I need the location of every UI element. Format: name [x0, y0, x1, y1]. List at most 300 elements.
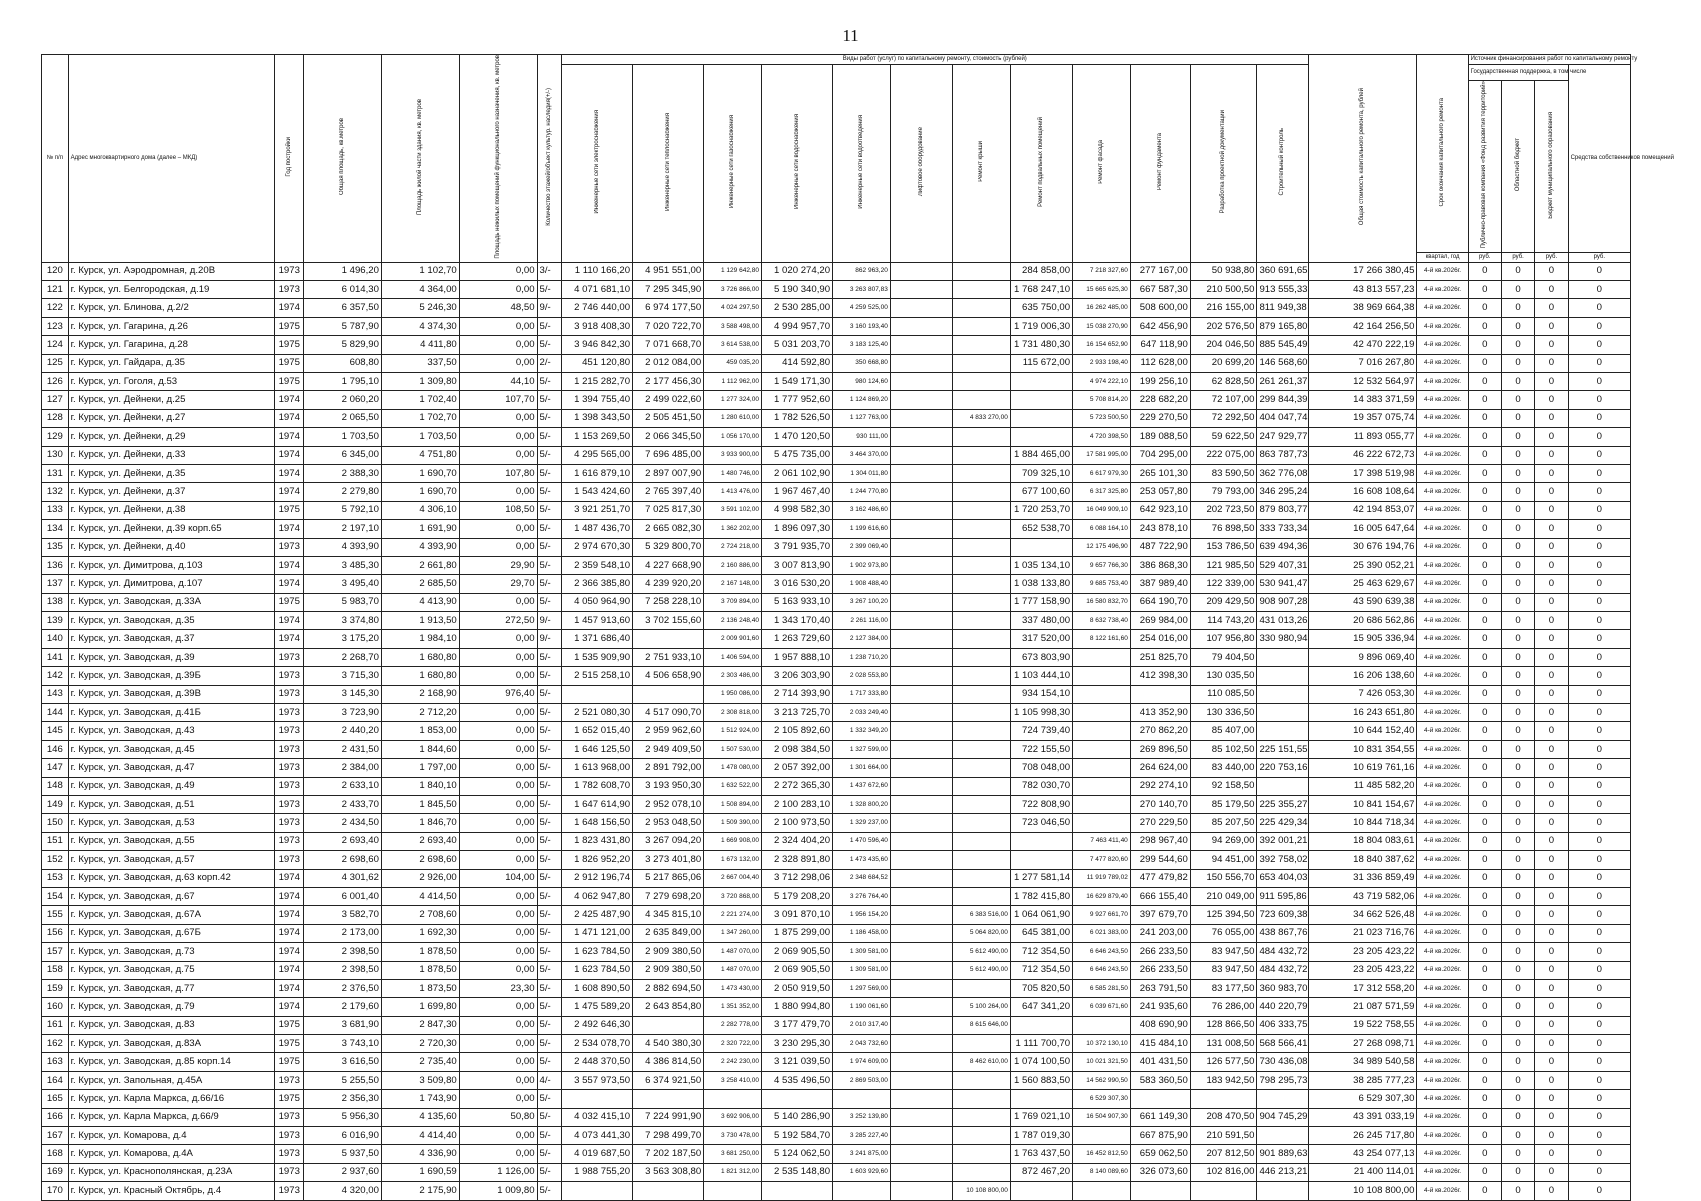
row-work-cost: 4 345 815,10 [633, 906, 704, 924]
row-total-cost: 16 243 651,80 [1308, 704, 1417, 722]
row-funding: 0 [1468, 851, 1501, 869]
row-work-cost [953, 1090, 1011, 1108]
header-work-roof: Ремонт крыши [977, 141, 984, 183]
row-work-cost [890, 575, 952, 593]
header-deadline: Срок окончания капитального ремонта [1439, 97, 1446, 207]
row-number: 134 [42, 520, 69, 538]
row-work-cost: 102 816,00 [1190, 1163, 1257, 1181]
row-work-cost: 114 743,20 [1190, 612, 1257, 630]
row-work-cost: 712 354,50 [1010, 961, 1072, 979]
row-work-cost: 1 329 237,00 [833, 814, 891, 832]
row-address: г. Курск, ул. Заводская, д.45 [68, 740, 275, 758]
row-floors: 5/- [537, 667, 561, 685]
row-number: 168 [42, 1145, 69, 1163]
row-funding: 0 [1535, 667, 1568, 685]
row-funding: 0 [1535, 685, 1568, 703]
row-work-cost [1010, 428, 1072, 446]
row-work-cost: 85 179,50 [1190, 795, 1257, 813]
row-number: 138 [42, 593, 69, 611]
row-work-cost: 115 672,00 [1010, 354, 1072, 372]
row-work-cost: 2 057 392,00 [761, 759, 832, 777]
row-year: 1973 [275, 795, 304, 813]
row-work-cost: 2 897 007,90 [633, 464, 704, 482]
row-work-cost: 1 327 599,00 [833, 740, 891, 758]
row-total-area: 2 440,20 [304, 722, 382, 740]
row-funding: 0 [1535, 575, 1568, 593]
row-work-cost [890, 483, 952, 501]
row-year: 1973 [275, 648, 304, 666]
row-work-cost: 9 685 753,40 [1073, 575, 1131, 593]
row-total-cost: 12 532 564,97 [1308, 373, 1417, 391]
row-work-cost [953, 391, 1011, 409]
row-nonresidential-area: 0,00 [459, 317, 537, 335]
row-floors: 5/- [537, 501, 561, 519]
row-work-cost: 299 544,60 [1130, 851, 1190, 869]
row-total-cost: 43 719 582,06 [1308, 887, 1417, 905]
row-living-area: 2 720,30 [381, 1035, 459, 1053]
row-work-cost: 412 398,30 [1130, 667, 1190, 685]
row-work-cost: 639 494,36 [1257, 538, 1308, 556]
row-work-cost: 3 726 866,00 [704, 281, 762, 299]
table-row [42, 299, 1631, 317]
row-address: г. Курск, ул. Заводская, д.39В [68, 685, 275, 703]
row-year: 1974 [275, 520, 304, 538]
row-work-cost: 667 587,30 [1130, 281, 1190, 299]
row-work-cost: 1 719 006,30 [1010, 317, 1072, 335]
row-deadline: 4-й кв.2026г. [1417, 483, 1468, 501]
row-work-cost: 673 803,90 [1010, 648, 1072, 666]
row-funding: 0 [1468, 740, 1501, 758]
row-deadline: 4-й кв.2026г. [1417, 1071, 1468, 1089]
row-nonresidential-area: 0,00 [459, 428, 537, 446]
row-work-cost: 6 088 164,10 [1073, 520, 1131, 538]
row-work-cost: 2 010 317,40 [833, 1016, 891, 1034]
row-work-cost: 3 258 410,00 [704, 1071, 762, 1089]
row-work-cost: 1 480 746,00 [704, 464, 762, 482]
row-work-cost: 798 295,73 [1257, 1071, 1308, 1089]
row-address: г. Курск, ул. Заводская, д.79 [68, 998, 275, 1016]
row-total-area: 2 398,50 [304, 943, 382, 961]
row-funding: 0 [1568, 722, 1630, 740]
row-number: 164 [42, 1071, 69, 1089]
row-work-cost [953, 1071, 1011, 1089]
row-work-cost [1190, 1090, 1257, 1108]
row-total-cost: 23 205 423,22 [1308, 961, 1417, 979]
row-total-area: 6 001,40 [304, 887, 382, 905]
row-funding: 0 [1535, 501, 1568, 519]
row-nonresidential-area: 0,00 [459, 1145, 537, 1163]
row-work-cost [1257, 722, 1308, 740]
row-work-cost: 3 183 125,40 [833, 336, 891, 354]
row-work-cost: 3 213 725,70 [761, 704, 832, 722]
row-work-cost: 83 590,50 [1190, 464, 1257, 482]
row-work-cost: 360 691,65 [1257, 262, 1308, 280]
row-work-cost: 408 690,90 [1130, 1016, 1190, 1034]
row-deadline: 4-й кв.2026г. [1417, 1182, 1468, 1200]
row-year: 1974 [275, 556, 304, 574]
row-funding: 0 [1501, 740, 1534, 758]
row-floors: 5/- [537, 336, 561, 354]
row-funding: 0 [1535, 1108, 1568, 1126]
unit-rub: руб. [1501, 252, 1534, 262]
row-funding: 0 [1501, 906, 1534, 924]
row-work-cost: 2 635 849,00 [633, 924, 704, 942]
row-work-cost: 1 277 581,14 [1010, 869, 1072, 887]
table-row [42, 685, 1631, 703]
row-work-cost: 440 220,79 [1257, 998, 1308, 1016]
row-floors: 5/- [537, 1053, 561, 1071]
row-work-cost: 6 374 921,50 [633, 1071, 704, 1089]
row-total-cost: 26 245 717,80 [1308, 1127, 1417, 1145]
row-work-cost [890, 354, 952, 372]
row-deadline: 4-й кв.2026г. [1417, 887, 1468, 905]
row-work-cost: 1 880 994,80 [761, 998, 832, 1016]
row-total-cost: 25 463 629,67 [1308, 575, 1417, 593]
row-funding: 0 [1568, 1035, 1630, 1053]
row-funding: 0 [1535, 556, 1568, 574]
row-work-cost: 730 436,08 [1257, 1053, 1308, 1071]
row-deadline: 4-й кв.2026г. [1417, 1145, 1468, 1163]
row-work-cost: 901 889,63 [1257, 1145, 1308, 1163]
row-year: 1974 [275, 869, 304, 887]
row-work-cost: 2 751 933,10 [633, 648, 704, 666]
row-work-cost [1073, 814, 1131, 832]
row-work-cost: 7 025 817,30 [633, 501, 704, 519]
row-living-area: 1 690,59 [381, 1163, 459, 1181]
row-work-cost [890, 281, 952, 299]
row-floors: 5/- [537, 759, 561, 777]
row-work-cost: 652 538,70 [1010, 520, 1072, 538]
row-funding: 0 [1568, 832, 1630, 850]
row-living-area: 1 845,50 [381, 795, 459, 813]
row-year: 1975 [275, 336, 304, 354]
row-total-area: 2 060,20 [304, 391, 382, 409]
row-funding: 0 [1501, 961, 1534, 979]
row-number: 154 [42, 887, 69, 905]
row-living-area: 2 661,80 [381, 556, 459, 574]
row-deadline: 4-й кв.2026г. [1417, 446, 1468, 464]
row-work-cost [1257, 648, 1308, 666]
row-floors: 5/- [537, 924, 561, 942]
table-row [42, 722, 1631, 740]
row-work-cost: 885 545,49 [1257, 336, 1308, 354]
row-work-cost: 642 923,10 [1130, 501, 1190, 519]
row-funding: 0 [1568, 1163, 1630, 1181]
row-work-cost: 2 177 456,30 [633, 373, 704, 391]
row-work-cost [953, 575, 1011, 593]
row-work-cost: 3 162 486,60 [833, 501, 891, 519]
row-address: г. Курск, ул. Гайдара, д.35 [68, 354, 275, 372]
row-deadline: 4-й кв.2026г. [1417, 1035, 1468, 1053]
row-work-cost: 863 787,73 [1257, 446, 1308, 464]
row-work-cost [890, 1053, 952, 1071]
row-work-cost: 1 127 763,00 [833, 409, 891, 427]
row-total-cost: 21 087 571,59 [1308, 998, 1417, 1016]
row-total-cost: 16 005 647,64 [1308, 520, 1417, 538]
row-year: 1974 [275, 630, 304, 648]
row-work-cost: 1 470 120,50 [761, 428, 832, 446]
row-work-cost: 1 603 929,60 [833, 1163, 891, 1181]
row-work-cost: 1 244 770,80 [833, 483, 891, 501]
row-work-cost [890, 704, 952, 722]
row-work-cost: 59 622,50 [1190, 428, 1257, 446]
row-funding: 0 [1501, 336, 1534, 354]
row-floors: 5/- [537, 428, 561, 446]
row-work-cost: 1 487 070,00 [704, 961, 762, 979]
row-funding: 0 [1568, 740, 1630, 758]
row-total-area: 2 179,60 [304, 998, 382, 1016]
row-funding: 0 [1535, 887, 1568, 905]
row-living-area: 4 413,90 [381, 593, 459, 611]
row-work-cost: 131 008,50 [1190, 1035, 1257, 1053]
row-work-cost [890, 648, 952, 666]
row-work-cost: 222 075,00 [1190, 446, 1257, 464]
row-work-cost: 298 967,40 [1130, 832, 1190, 850]
row-funding: 0 [1501, 391, 1534, 409]
row-living-area: 2 708,60 [381, 906, 459, 924]
row-work-cost [953, 464, 1011, 482]
row-work-cost: 1 056 170,00 [704, 428, 762, 446]
row-address: г. Курск, ул. Заводская, д.53 [68, 814, 275, 832]
row-year: 1973 [275, 685, 304, 703]
row-total-cost: 19 357 075,74 [1308, 409, 1417, 427]
row-work-cost: 266 233,50 [1130, 943, 1190, 961]
row-living-area: 1 102,70 [381, 262, 459, 280]
row-work-cost: 3 614 538,00 [704, 336, 762, 354]
row-work-cost: 459 035,20 [704, 354, 762, 372]
row-work-cost [1073, 740, 1131, 758]
row-nonresidential-area: 0,00 [459, 998, 537, 1016]
row-funding: 0 [1468, 593, 1501, 611]
table-row [42, 1071, 1631, 1089]
row-funding: 0 [1568, 906, 1630, 924]
row-work-cost: 2 105 892,60 [761, 722, 832, 740]
row-funding: 0 [1468, 722, 1501, 740]
row-work-cost: 7 295 345,90 [633, 281, 704, 299]
row-work-cost: 2 949 409,50 [633, 740, 704, 758]
row-funding: 0 [1501, 979, 1534, 997]
row-funding: 0 [1568, 281, 1630, 299]
row-work-cost: 723 046,50 [1010, 814, 1072, 832]
row-living-area: 337,50 [381, 354, 459, 372]
row-living-area: 4 751,80 [381, 446, 459, 464]
row-funding: 0 [1535, 979, 1568, 997]
row-funding: 0 [1535, 538, 1568, 556]
table-row [42, 593, 1631, 611]
row-total-area: 3 495,40 [304, 575, 382, 593]
row-floors: 5/- [537, 373, 561, 391]
row-work-cost [890, 428, 952, 446]
row-work-cost: 722 808,90 [1010, 795, 1072, 813]
row-floors: 5/- [537, 704, 561, 722]
row-work-cost [890, 1145, 952, 1163]
row-work-cost: 264 624,00 [1130, 759, 1190, 777]
row-address: г. Курск, ул. Заводская, д.77 [68, 979, 275, 997]
unit-rub: руб. [1568, 252, 1630, 262]
row-funding: 0 [1535, 483, 1568, 501]
row-funding: 0 [1501, 299, 1534, 317]
row-funding: 0 [1535, 446, 1568, 464]
row-work-cost: 5 475 735,00 [761, 446, 832, 464]
row-work-cost: 5 124 062,50 [761, 1145, 832, 1163]
row-total-cost: 17 312 558,20 [1308, 979, 1417, 997]
row-work-cost: 8 140 089,60 [1073, 1163, 1131, 1181]
row-address: г. Курск, ул. Заводская, д.39Б [68, 667, 275, 685]
header-work-lift: Лифтовое оборудование [917, 127, 924, 197]
row-work-cost: 16 580 832,70 [1073, 593, 1131, 611]
table-row [42, 1053, 1631, 1071]
row-work-cost: 122 339,00 [1190, 575, 1257, 593]
row-funding: 0 [1568, 667, 1630, 685]
row-work-cost: 1 478 080,00 [704, 759, 762, 777]
row-total-area: 3 374,80 [304, 612, 382, 630]
row-total-area: 2 698,60 [304, 851, 382, 869]
header-works-group: Виды работ (услуг) по капитальному ремонту, стоимость (рублей) [561, 55, 1308, 65]
row-work-cost: 1 238 710,20 [833, 648, 891, 666]
row-work-cost: 76 898,50 [1190, 520, 1257, 538]
row-work-cost: 3 177 479,70 [761, 1016, 832, 1034]
row-funding: 0 [1535, 1053, 1568, 1071]
row-total-cost: 20 686 562,86 [1308, 612, 1417, 630]
row-address: г. Курск, ул. Заводская, д.83 [68, 1016, 275, 1034]
row-work-cost: 2 348 684,52 [833, 869, 891, 887]
row-nonresidential-area: 976,40 [459, 685, 537, 703]
row-work-cost: 251 825,70 [1130, 648, 1190, 666]
row-year: 1973 [275, 1182, 304, 1200]
row-nonresidential-area: 0,00 [459, 630, 537, 648]
row-work-cost: 1 297 569,00 [833, 979, 891, 997]
row-funding: 0 [1568, 924, 1630, 942]
row-work-cost: 6 529 307,30 [1073, 1090, 1131, 1108]
table-row [42, 317, 1631, 335]
row-living-area: 1 853,00 [381, 722, 459, 740]
row-work-cost: 85 102,50 [1190, 740, 1257, 758]
row-deadline: 4-й кв.2026г. [1417, 409, 1468, 427]
row-work-cost: 2 328 891,80 [761, 851, 832, 869]
row-funding: 0 [1535, 814, 1568, 832]
row-work-cost: 1 129 642,80 [704, 262, 762, 280]
row-work-cost: 76 055,00 [1190, 924, 1257, 942]
row-work-cost: 207 812,50 [1190, 1145, 1257, 1163]
table-row [42, 1016, 1631, 1034]
row-work-cost: 17 581 995,00 [1073, 446, 1131, 464]
row-funding: 0 [1535, 630, 1568, 648]
row-work-cost: 5 612 490,00 [953, 961, 1011, 979]
row-funding: 0 [1501, 1090, 1534, 1108]
row-work-cost: 5 064 820,00 [953, 924, 1011, 942]
table-row [42, 538, 1631, 556]
row-work-cost: 4 050 964,90 [561, 593, 632, 611]
row-funding: 0 [1468, 777, 1501, 795]
row-floors: 3/- [537, 262, 561, 280]
row-total-cost: 11 893 055,77 [1308, 428, 1417, 446]
row-work-cost [890, 1182, 952, 1200]
row-funding: 0 [1468, 814, 1501, 832]
row-address: г. Курск, ул. Заводская, д.73 [68, 943, 275, 961]
row-work-cost: 404 047,74 [1257, 409, 1308, 427]
row-funding: 0 [1535, 299, 1568, 317]
row-total-cost: 34 989 540,58 [1308, 1053, 1417, 1071]
row-address: г. Курск, ул. Дейнеки, д.38 [68, 501, 275, 519]
row-work-cost [890, 1108, 952, 1126]
row-funding: 0 [1535, 998, 1568, 1016]
row-work-cost: 16 154 652,90 [1073, 336, 1131, 354]
row-work-cost: 1 673 132,00 [704, 851, 762, 869]
row-funding: 0 [1535, 428, 1568, 446]
row-work-cost: 980 124,60 [833, 373, 891, 391]
row-work-cost: 4 720 398,50 [1073, 428, 1131, 446]
row-funding: 0 [1468, 832, 1501, 850]
row-work-cost: 2 869 503,00 [833, 1071, 891, 1089]
row-deadline: 4-й кв.2026г. [1417, 281, 1468, 299]
row-work-cost: 3 709 894,00 [704, 593, 762, 611]
row-year: 1975 [275, 317, 304, 335]
row-total-area: 2 376,50 [304, 979, 382, 997]
row-work-cost: 3 712 298,06 [761, 869, 832, 887]
row-work-cost: 3 730 478,00 [704, 1127, 762, 1145]
row-deadline: 4-й кв.2026г. [1417, 520, 1468, 538]
row-work-cost: 79 793,00 [1190, 483, 1257, 501]
row-work-cost: 1 669 908,00 [704, 832, 762, 850]
row-work-cost: 153 786,50 [1190, 538, 1257, 556]
table-row [42, 630, 1631, 648]
row-work-cost: 110 085,50 [1190, 685, 1257, 703]
row-total-cost: 17 266 380,45 [1308, 262, 1417, 280]
row-work-cost: 1 351 352,00 [704, 998, 762, 1016]
row-work-cost: 1 731 480,30 [1010, 336, 1072, 354]
row-work-cost [704, 1090, 762, 1108]
row-number: 127 [42, 391, 69, 409]
row-funding: 0 [1468, 685, 1501, 703]
row-funding: 0 [1568, 887, 1630, 905]
row-funding: 0 [1568, 556, 1630, 574]
table-row [42, 777, 1631, 795]
row-nonresidential-area: 0,00 [459, 1035, 537, 1053]
row-deadline: 4-й кв.2026г. [1417, 391, 1468, 409]
row-work-cost: 210 049,00 [1190, 887, 1257, 905]
row-work-cost: 299 844,39 [1257, 391, 1308, 409]
row-work-cost: 269 896,50 [1130, 740, 1190, 758]
row-work-cost [890, 814, 952, 832]
row-work-cost: 1 717 333,80 [833, 685, 891, 703]
row-work-cost: 705 820,50 [1010, 979, 1072, 997]
row-work-cost: 3 918 408,30 [561, 317, 632, 335]
row-work-cost [1010, 832, 1072, 850]
row-work-cost: 3 007 813,90 [761, 556, 832, 574]
row-work-cost: 392 001,21 [1257, 832, 1308, 850]
row-year: 1973 [275, 814, 304, 832]
row-funding: 0 [1501, 704, 1534, 722]
row-total-area: 6 016,90 [304, 1127, 382, 1145]
row-floors: 5/- [537, 851, 561, 869]
row-living-area: 2 698,60 [381, 851, 459, 869]
row-work-cost: 3 702 155,60 [633, 612, 704, 630]
row-work-cost: 94 269,00 [1190, 832, 1257, 850]
row-address: г. Курск, ул. Заводская, д.75 [68, 961, 275, 979]
row-year: 1973 [275, 1071, 304, 1089]
row-work-cost: 477 479,82 [1130, 869, 1190, 887]
row-work-cost [1010, 851, 1072, 869]
row-funding: 0 [1501, 317, 1534, 335]
row-total-area: 2 388,30 [304, 464, 382, 482]
row-deadline: 4-й кв.2026г. [1417, 464, 1468, 482]
row-work-cost: 1 974 609,00 [833, 1053, 891, 1071]
row-work-cost: 4 062 947,80 [561, 887, 632, 905]
row-work-cost [890, 299, 952, 317]
row-work-cost: 72 107,00 [1190, 391, 1257, 409]
row-work-cost: 8 462 610,00 [953, 1053, 1011, 1071]
row-funding: 0 [1468, 1145, 1501, 1163]
